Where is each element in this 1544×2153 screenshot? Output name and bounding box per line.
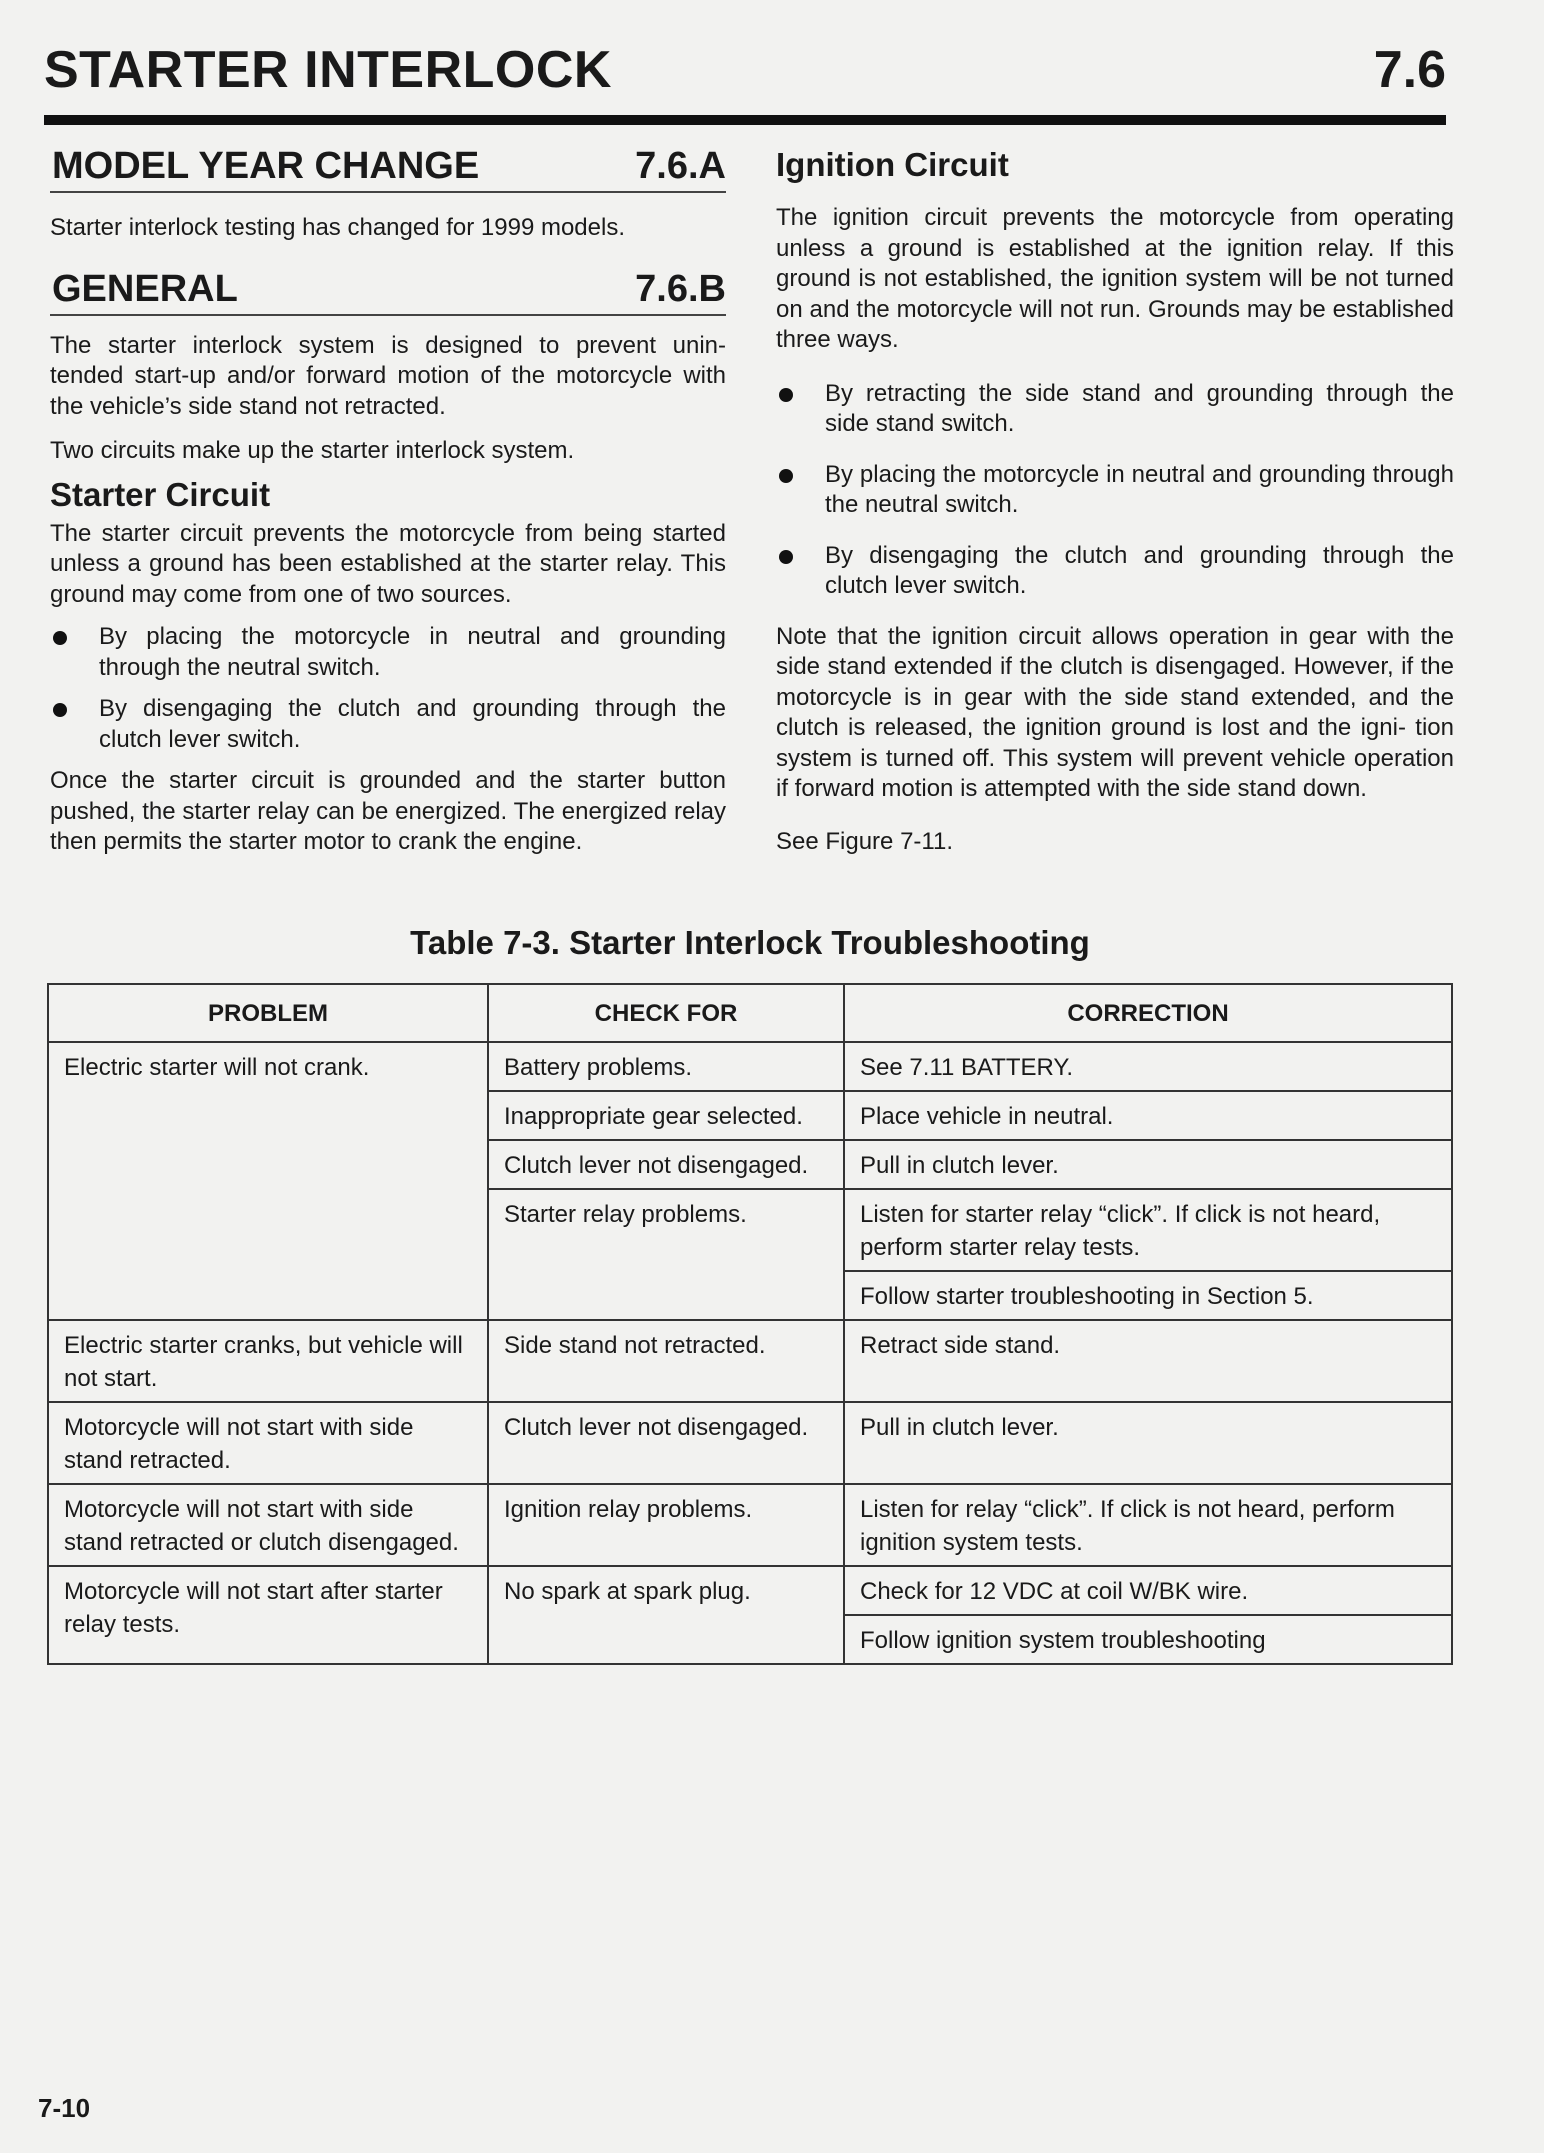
- page-title: STARTER INTERLOCK: [44, 41, 612, 99]
- table-row: [48, 1320, 1452, 1402]
- right-column: [776, 135, 1454, 857]
- correction-cell: Pull in clutch lever.: [844, 1402, 1452, 1484]
- table-title: Table 7-3. Starter Interlock Troubleshooting: [410, 924, 1090, 961]
- problem-cell: Motorcycle will not start with side stand retracted.: [48, 1402, 488, 1484]
- bullet-dot: [779, 550, 793, 564]
- table-header-row: [48, 984, 1452, 1042]
- ignition-circuit-bullets: [776, 379, 1454, 602]
- check-cell: Side stand not retracted.: [488, 1320, 844, 1402]
- column-header-correction: CORRECTION: [844, 984, 1452, 1042]
- starter-circuit-intro: The starter circuit prevents the motorcycle from being started unless a ground has been established at the starter relay. This ground may come from one of two sources.: [50, 519, 726, 608]
- check-cell: Inappropriate gear selected.: [488, 1091, 844, 1140]
- problem-cell: Electric starter cranks, but vehicle will not start.: [48, 1320, 488, 1402]
- problem-cell: Motorcycle will not start after starter relay tests.: [48, 1566, 488, 1664]
- check-cell: Ignition relay problems.: [488, 1484, 844, 1566]
- correction-cell: Listen for starter relay “click”. If click is not heard, perform starter relay tests.: [844, 1189, 1452, 1271]
- model-year-number: 7.6.A: [635, 145, 726, 187]
- left-column: [50, 135, 726, 858]
- page-header: [44, 40, 1446, 100]
- ignition-circuit-intro: The ignition circuit prevents the motorcycle from operating unless a ground is established at the ignition relay. If this ground is not established, the ignition system will be not turned on and the motorcycle will not run. Grounds may be established three ways.: [776, 204, 1454, 353]
- starter-circuit-bullets: [50, 622, 726, 755]
- section-heading-general: [50, 258, 726, 316]
- ignition-circuit-heading: Ignition Circuit: [776, 146, 1009, 183]
- problem-cell: Electric starter will not crank.: [48, 1042, 488, 1320]
- column-header-problem: PROBLEM: [48, 984, 488, 1042]
- bullet-text: By retracting the side stand and grounding through the side stand switch.: [825, 379, 1454, 437]
- ignition-circuit-note: Note that the ignition circuit allows operation in gear with the side stand extended if the clutch is disengaged. However, if the motorcycle is in gear with the side stand extended, and the clutch is released, the ignition ground is lost and the igni- tion system is turned off. This system will prevent vehicle operation if forward motion is attempted with the side stand down.: [776, 622, 1454, 802]
- bullet-item: [776, 541, 1454, 602]
- correction-cell: Retract side stand.: [844, 1320, 1452, 1402]
- model-year-title: MODEL YEAR CHANGE: [52, 145, 480, 187]
- table-row: [48, 1484, 1452, 1566]
- figure-reference: See Figure 7-11.: [776, 827, 953, 855]
- correction-cell: Follow ignition system troubleshooting: [844, 1615, 1452, 1664]
- correction-cell: See 7.11 BATTERY.: [844, 1042, 1452, 1091]
- starter-circuit-heading: Starter Circuit: [50, 475, 271, 513]
- check-cell: Starter relay problems.: [488, 1189, 844, 1320]
- table-row: [48, 1566, 1452, 1615]
- general-number: 7.6.B: [635, 267, 726, 310]
- table-row: [48, 1402, 1452, 1484]
- column-header-check-for: CHECK FOR: [488, 984, 844, 1042]
- bullet-text: By placing the motorcycle in neutral and grounding through the neutral switch.: [99, 623, 726, 681]
- bullet-dot: [53, 703, 67, 717]
- general-paragraph-2: Two circuits make up the starter interlock system.: [50, 437, 575, 464]
- page-number: 7-10: [38, 2093, 91, 2123]
- check-cell: Battery problems.: [488, 1042, 844, 1091]
- bullet-dot: [53, 631, 67, 645]
- check-cell: Clutch lever not disengaged.: [488, 1402, 844, 1484]
- bullet-text: By disengaging the clutch and grounding through the clutch lever switch.: [99, 695, 726, 753]
- bullet-dot: [779, 469, 793, 483]
- general-paragraph-1: The starter interlock system is designed to prevent unin- tended start-up and/or forward motion of the motorcycle with the vehicle’s side stand not retracted.: [50, 331, 726, 420]
- model-year-text: Starter interlock testing has changed for 1999 models.: [50, 214, 625, 241]
- bullet-text: By disengaging the clutch and grounding through the clutch lever switch.: [825, 541, 1454, 599]
- section-heading-model-year: [50, 135, 726, 193]
- bullet-item: [776, 379, 1454, 440]
- bullet-item: [50, 694, 726, 755]
- correction-cell: Place vehicle in neutral.: [844, 1091, 1452, 1140]
- starter-circuit-outro: Once the starter circuit is grounded and the starter button pushed, the starter relay can be energized. The energized relay then permits the starter motor to crank the engine.: [50, 767, 726, 855]
- troubleshooting-table: [47, 983, 1453, 1665]
- check-cell: Clutch lever not disengaged.: [488, 1140, 844, 1189]
- bullet-item: [776, 460, 1454, 521]
- bullet-item: [50, 622, 726, 683]
- bullet-text: By placing the motorcycle in neutral and grounding through the neutral switch.: [825, 460, 1454, 518]
- table-row: [48, 1042, 1452, 1091]
- correction-cell: Follow starter troubleshooting in Section 5.: [844, 1271, 1452, 1320]
- problem-cell: Motorcycle will not start with side stand retracted or clutch disengaged.: [48, 1484, 488, 1566]
- section-number: 7.6: [1373, 41, 1446, 99]
- bullet-dot: [779, 388, 793, 402]
- correction-cell: Pull in clutch lever.: [844, 1140, 1452, 1189]
- correction-cell: Listen for relay “click”. If click is not heard, perform ignition system tests.: [844, 1484, 1452, 1566]
- general-title: GENERAL: [52, 267, 238, 310]
- header-rule: [44, 115, 1446, 125]
- correction-cell: Check for 12 VDC at coil W/BK wire.: [844, 1566, 1452, 1615]
- check-cell: No spark at spark plug.: [488, 1566, 844, 1664]
